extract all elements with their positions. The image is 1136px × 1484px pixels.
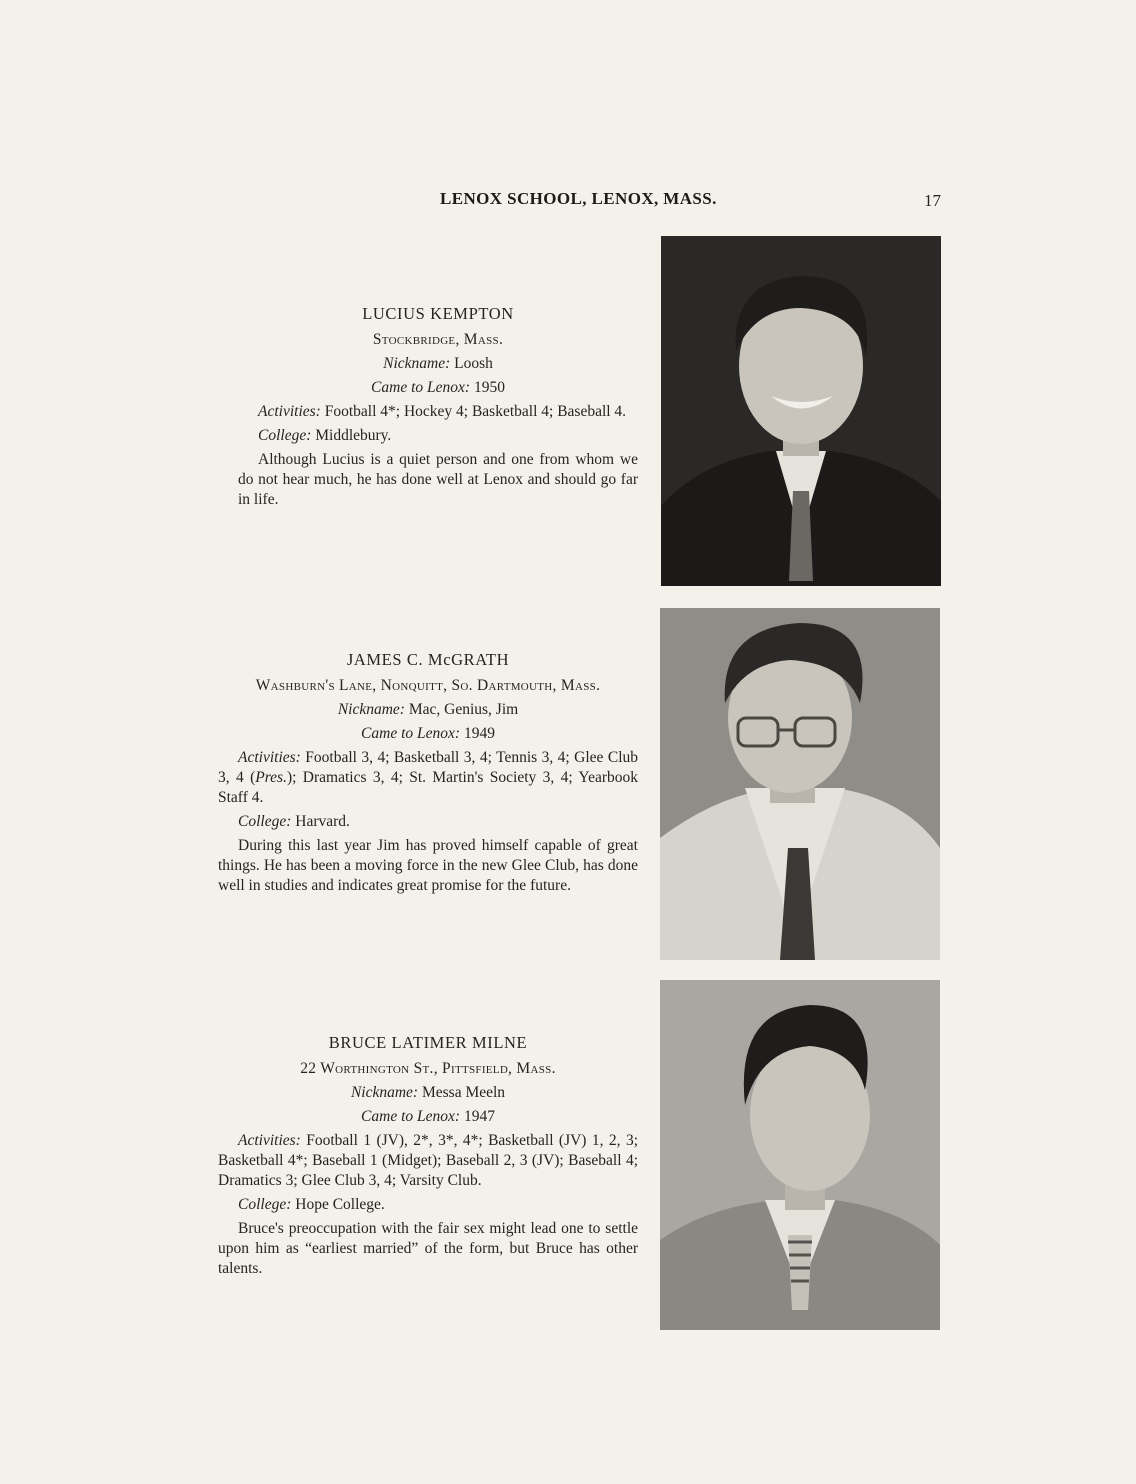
portrait-photo-icon [660, 980, 940, 1330]
president-abbrev: Pres. [255, 769, 287, 786]
student-address: 22 Worthington St., Pittsfield, Mass. [300, 1060, 556, 1077]
portrait-photo-mcgrath [660, 608, 940, 960]
portrait-photo-kempton [661, 236, 941, 586]
portrait-photo-icon [660, 608, 940, 960]
activities-label: Activities: [258, 403, 321, 420]
college-label: College: [258, 427, 312, 444]
came-value: 1947 [463, 1108, 495, 1125]
student-address: Stockbridge, Mass. [372, 331, 504, 348]
nickname-label: Nickname: [350, 1084, 419, 1101]
entry-lucius-kempton [238, 304, 638, 510]
student-bio: Although Lucius is a quiet person and one from whom we do not hear much, he has done well at Lenox and should go far in life. [238, 451, 638, 508]
activities-label: Activities: [238, 749, 301, 766]
activities-value: Football 4*; Hockey 4; Basketball 4; Baseball 4. [324, 403, 627, 420]
student-name: JAMES C. McGRATH [346, 650, 510, 669]
came-value: 1950 [473, 379, 505, 396]
college-value: Hope College. [295, 1196, 385, 1213]
portrait-photo-icon [661, 236, 941, 586]
portrait-photo-milne [660, 980, 940, 1330]
running-head: LENOX SCHOOL, LENOX, MASS. [440, 189, 717, 208]
entry-bruce-milne [218, 1033, 638, 1279]
activities-value: Football 3, 4; Basketball 3, 4; Tennis 3, 4; Glee Club 3, 4 ( [218, 749, 638, 786]
nickname-value: Messa Meeln [421, 1084, 506, 1101]
nickname-value: Loosh [454, 355, 493, 372]
nickname-label: Nickname: [337, 701, 405, 718]
student-address: Washburn's Lane, Nonquitt, So. Dartmouth, Mass. [255, 677, 601, 694]
student-bio: Bruce's preoccupation with the fair sex might lead one to settle upon him as “earliest married” of the form, but Bruce has other talents. [218, 1220, 638, 1277]
came-value: 1949 [463, 725, 495, 742]
nickname-value: Mac, Genius, Jim [408, 701, 519, 718]
student-name: LUCIUS KEMPTON [362, 304, 514, 323]
came-label: Came to Lenox: [361, 725, 461, 742]
came-label: Came to Lenox: [371, 379, 471, 396]
activities-value: Football 1 (JV), 2*, 3*, 4*; Basketball (JV) 1, 2, 3; Basketball 4*; Baseball 1 (Midget); Baseball 2, 3 (JV); Baseball 4; Dramatics 3; Glee Club 3, 4; Varsity Club. [218, 1132, 638, 1189]
student-bio: During this last year Jim has proved himself capable of great things. He has been a moving force in the new Glee Club, has done well in studies and indicates great promise for the future. [218, 837, 638, 894]
came-label: Came to Lenox: [361, 1108, 461, 1125]
college-value: Harvard. [295, 813, 350, 830]
entry-james-mcgrath [218, 650, 638, 896]
college-label: College: [238, 813, 292, 830]
activities-value-cont: ); Dramatics 3, 4; St. Martin's Society 3, 4; Yearbook Staff 4. [218, 769, 638, 806]
activities-label: Activities: [238, 1132, 301, 1149]
college-label: College: [238, 1196, 292, 1213]
college-value: Middlebury. [315, 427, 392, 444]
student-name: BRUCE LATIMER MILNE [328, 1033, 528, 1052]
nickname-label: Nickname: [383, 355, 451, 372]
page-number: 17 [924, 191, 941, 210]
